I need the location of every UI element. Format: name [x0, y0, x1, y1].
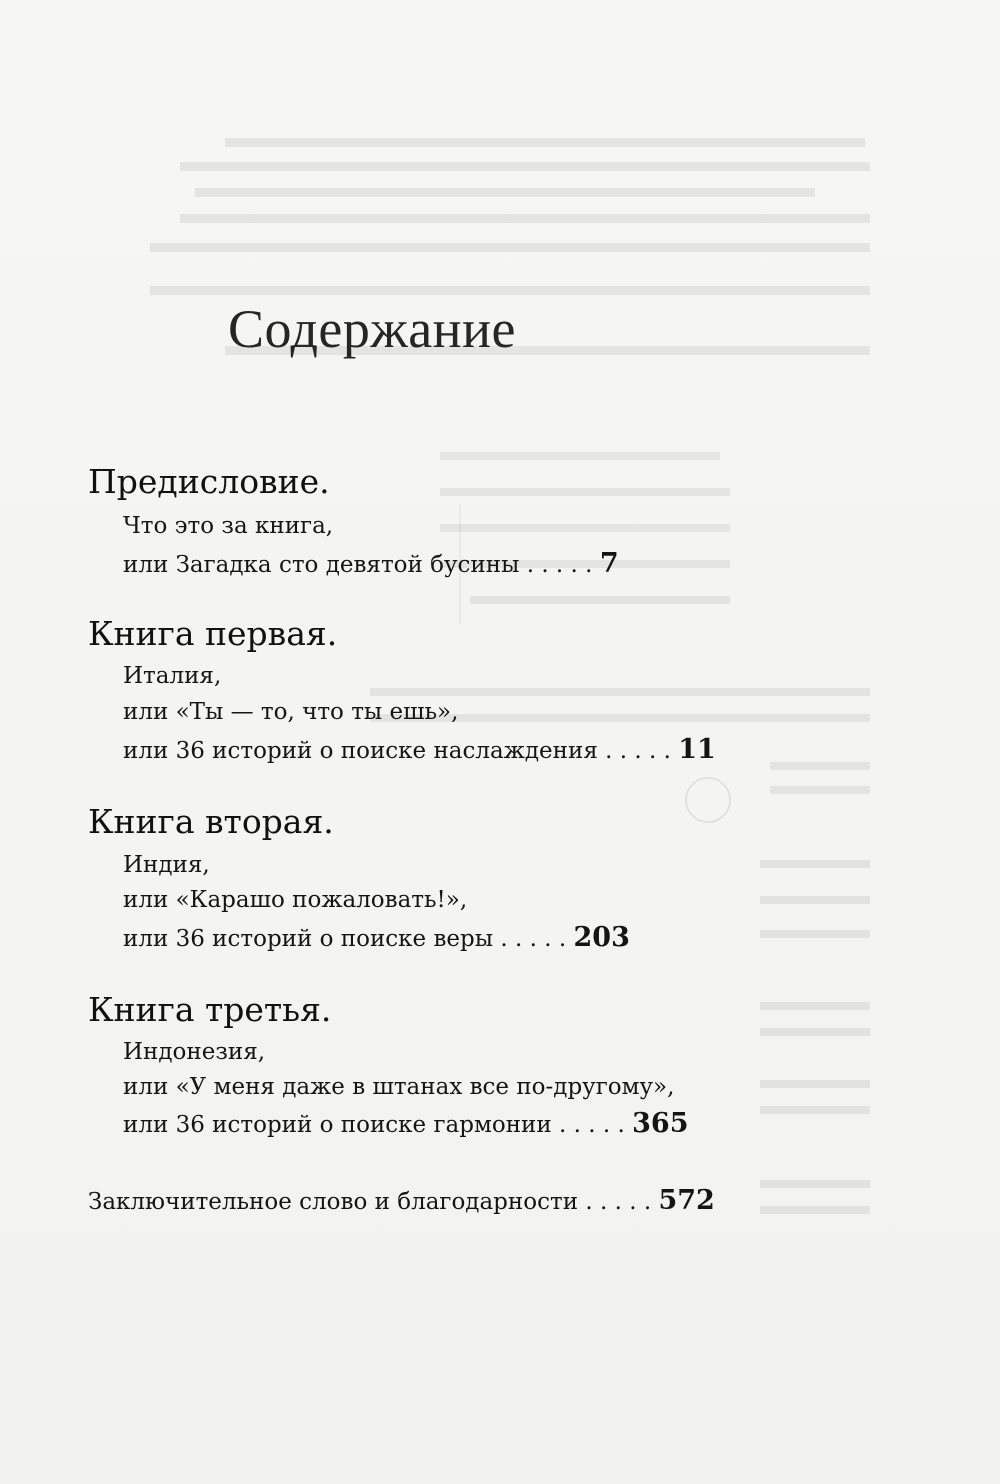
book1-line-3: [123, 734, 716, 765]
book2-page-number: 203: [573, 922, 630, 953]
preface-page-number: 7: [599, 548, 619, 579]
page-title: Содержание: [228, 299, 516, 359]
book1-heading: Книга первая.: [88, 614, 338, 653]
preface-line-1: Что это за книга,: [123, 513, 334, 539]
afterword-page-number: 572: [658, 1185, 715, 1216]
preface-line-2: [123, 548, 619, 579]
afterword-line: [88, 1185, 715, 1216]
book2-line-2: или «Карашо пожаловать!»,: [123, 887, 468, 913]
book2-line-1: Индия,: [123, 852, 210, 878]
preface-entry-text: или Загадка сто девятой бусины . . . . .: [123, 552, 593, 578]
book3-entry-text: или 36 историй о поиске гармонии . . . . .: [123, 1112, 625, 1138]
book3-line-3: [123, 1108, 689, 1139]
afterword-entry-text: Заключительное слово и благодарности . . . . .: [88, 1189, 652, 1215]
preface-heading: Предисловие.: [88, 462, 330, 501]
book1-line-2: или «Ты — то, что ты ешь»,: [123, 699, 459, 725]
book1-entry-text: или 36 историй о поиске наслаждения . . . . .: [123, 738, 671, 764]
book1-line-1: Италия,: [123, 663, 222, 689]
book3-line-1: Индонезия,: [123, 1039, 266, 1065]
book2-entry-text: или 36 историй о поиске веры . . . . .: [123, 926, 567, 952]
book3-heading: Книга третья.: [88, 990, 332, 1029]
book2-line-3: [123, 922, 630, 953]
book3-line-2: или «У меня даже в штанах все по-другому»,: [123, 1074, 675, 1100]
book3-page-number: 365: [632, 1108, 689, 1139]
book1-page-number: 11: [678, 734, 716, 765]
book2-heading: Книга вторая.: [88, 802, 334, 841]
